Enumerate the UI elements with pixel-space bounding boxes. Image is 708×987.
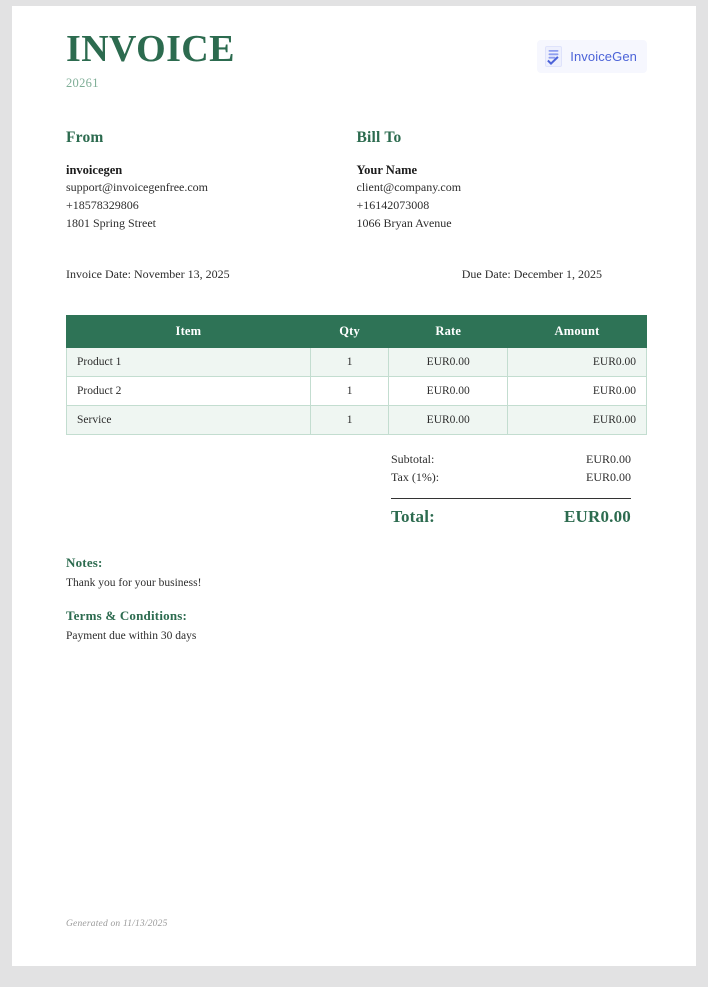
cell-item: Service (67, 406, 311, 435)
table-row (67, 377, 647, 406)
terms-heading: Terms & Conditions: (66, 608, 188, 624)
subtotal-label: Subtotal: (391, 452, 435, 467)
table-body (67, 348, 647, 435)
invoice-date: Invoice Date: November 13, 2025 (66, 267, 230, 282)
invoice-content (66, 28, 647, 645)
cell-item: Product 2 (67, 377, 311, 406)
bill-to-phone: +16142073008 (356, 197, 430, 212)
terms-text: Payment due within 30 days (66, 630, 197, 643)
cell-rate: EUR0.00 (389, 406, 508, 435)
cell-amount: EUR0.00 (508, 377, 647, 406)
tax-row (391, 469, 631, 487)
due-date: Due Date: December 1, 2025 (461, 267, 602, 282)
parties-section (66, 129, 647, 232)
dates-row (66, 267, 647, 282)
subtotal-value: EUR0.00 (586, 452, 631, 467)
column-header-qty: Qty (310, 316, 389, 348)
cell-rate: EUR0.00 (389, 348, 508, 377)
totals-divider (391, 498, 631, 499)
page-title: INVOICE (66, 28, 235, 70)
total-label: Total: (391, 506, 436, 526)
column-header-rate: Rate (389, 316, 508, 348)
cell-amount: EUR0.00 (508, 406, 647, 435)
table-row (67, 348, 647, 377)
bill-to-email: client@company.com (356, 180, 462, 195)
grand-total-row (391, 507, 631, 527)
table-header-row (67, 316, 647, 348)
notes-heading: Notes: (66, 554, 103, 570)
bill-to-name: Your Name (356, 162, 418, 177)
cell-qty: 1 (310, 377, 389, 406)
bill-to-block (357, 129, 648, 232)
cell-qty: 1 (310, 348, 389, 377)
table-row (67, 406, 647, 435)
subtotal-row (391, 451, 631, 469)
notes-text: Thank you for your business! (66, 576, 202, 589)
bill-to-address: 1066 Bryan Avenue (356, 215, 452, 230)
cell-amount: EUR0.00 (508, 348, 647, 377)
table-head (67, 316, 647, 348)
cell-qty: 1 (310, 406, 389, 435)
column-header-amount: Amount (508, 316, 647, 348)
tax-value: EUR0.00 (586, 470, 631, 485)
column-header-item: Item (67, 316, 311, 348)
invoice-title-block (66, 28, 235, 91)
tax-label: Tax (1%): (391, 470, 440, 485)
invoice-header (66, 28, 647, 91)
totals-block (391, 451, 647, 527)
cell-item: Product 1 (67, 348, 311, 377)
from-email: support@invoicegenfree.com (66, 180, 209, 195)
terms-block (66, 608, 647, 645)
from-name: invoicegen (66, 162, 123, 177)
total-value: EUR0.00 (563, 506, 631, 526)
bill-to-heading: Bill To (356, 128, 402, 146)
line-items-table (66, 315, 647, 435)
notes-block (66, 555, 647, 592)
from-block (66, 129, 357, 232)
from-heading: From (66, 128, 104, 146)
from-address: 1801 Spring Street (66, 215, 156, 230)
cell-rate: EUR0.00 (389, 377, 508, 406)
from-phone: +18578329806 (66, 197, 139, 212)
brand-logo[interactable] (537, 40, 647, 73)
generated-on-footer: Generated on 11/13/2025 (66, 919, 168, 929)
document-check-icon (545, 46, 562, 67)
invoice-number: 20261 (66, 75, 99, 90)
brand-name: InvoiceGen (570, 49, 637, 64)
invoice-page (12, 6, 696, 966)
